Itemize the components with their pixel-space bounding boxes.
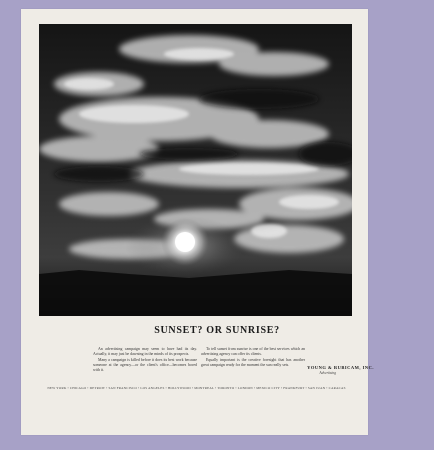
- company-name: YOUNG & RUBICAM, INC.: [307, 365, 374, 370]
- body-paragraph: Equally important is the creative foresight that has another great campaign ready for the moment the sun really sets.: [201, 357, 305, 367]
- body-paragraph: An advertising campaign may seem to have had its day. Actually, it may just be dawning in the minds of its prospects.: [93, 347, 197, 357]
- sunset-sky-photo: [39, 24, 352, 316]
- headline: SUNSET? OR SUNRISE?: [154, 325, 280, 336]
- body-paragraph: To tell sunset from sunrise is one of the best services which an advertising agency can offer its clients.: [201, 347, 305, 357]
- company-tagline: Advertising: [319, 371, 336, 375]
- body-paragraph: Many a campaign is killed before it does its best work because someone at the agency—or the client's office—becomes bored with it.: [93, 357, 197, 372]
- office-cities-list: NEW YORK • CHICAGO • DETROIT • SAN FRANCISCO • LOS ANGELES • HOLLYWOOD • MONTREAL • TORONTO • LONDON • MEXICO CITY • FRANKFURT • SAN JUAN • CARACAS: [47, 386, 346, 390]
- body-column-left: [93, 347, 197, 373]
